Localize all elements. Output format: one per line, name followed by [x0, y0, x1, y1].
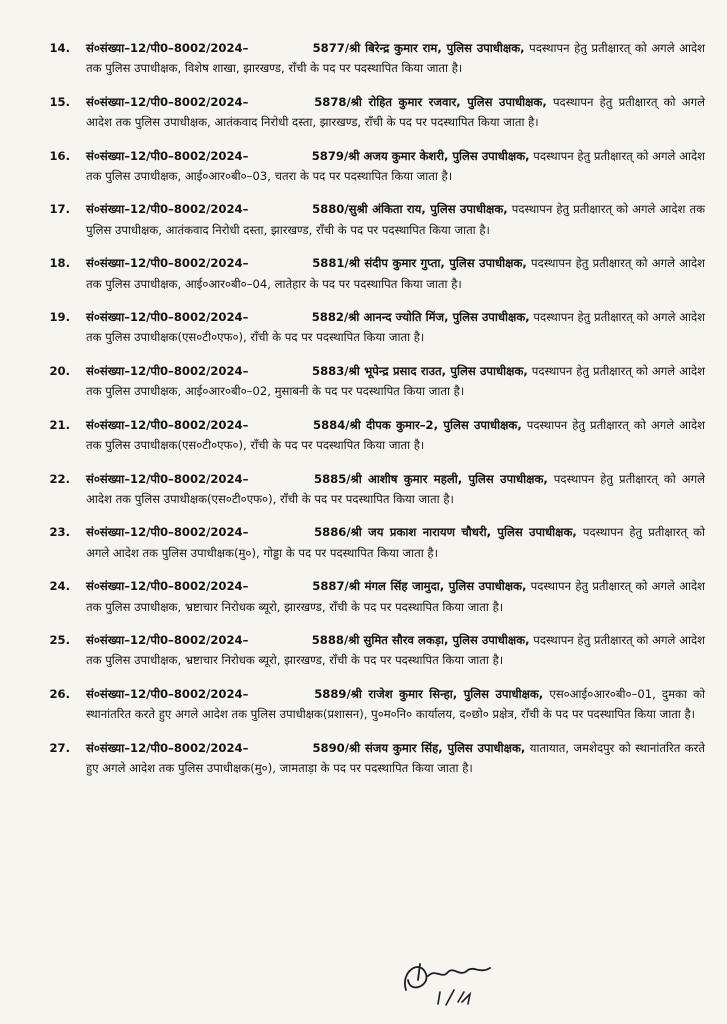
- order-entry: [20, 576, 705, 617]
- memo-number: सं०संख्या–12/पी0–8002/2024–: [86, 94, 249, 109]
- entry-number: 27.: [49, 740, 70, 755]
- memo-number: सं०संख्या–12/पी0–8002/2024–: [86, 471, 249, 486]
- entry-number: 21.: [49, 417, 70, 432]
- officer-order: 5883/श्री भूपेन्द्र प्रसाद राउत, पुलिस उपाधीक्षक,: [312, 363, 528, 378]
- order-text: पदस्थापन हेतु प्रतीक्षारत् को अगले आदेश तक पुलिस उपाधीक्षक, आतंकवाद निरोधी दस्ता, झारखण्ड, राँची के पद पर पदस्थापित किया जाता है।: [86, 94, 706, 130]
- memo-number: सं०संख्या–12/पी0–8002/2024–: [86, 363, 249, 378]
- entry-number: 19.: [49, 310, 70, 325]
- officer-order: 5877/श्री बिरेन्द्र कुमार राम, पुलिस उपाधीक्षक,: [312, 41, 525, 55]
- officer-order: 5889/श्री राजेश कुमार सिन्हा, पुलिस उपाधीक्षक,: [314, 686, 544, 701]
- memo-number: सं०संख्या–12/पी0–8002/2024–: [86, 740, 249, 755]
- entry-number: 24.: [49, 579, 70, 594]
- memo-number: सं०संख्या–12/पी0–8002/2024–: [86, 148, 249, 163]
- officer-order: 5882/श्री आनन्द ज्योति मिंज, पुलिस उपाधीक्षक,: [311, 310, 530, 325]
- officer-order: 5884/श्री दीपक कुमार–2, पुलिस उपाधीक्षक,: [313, 417, 522, 432]
- memo-number: सं०संख्या–12/पी0–8002/2024–: [86, 41, 249, 55]
- order-text: पदस्थापन हेतु प्रतीक्षारत् को अगले आदेश तक पुलिस उपाधीक्षक, आई०आर०बी०–02, मुसाबनी के पद पर पदस्थापित किया जाता है।: [86, 363, 706, 399]
- order-text: पदस्थापन हेतु प्रतीक्षारत् को अगले आदेश तक पुलिस उपाधीक्षक, भ्रष्टाचार निरोधक ब्यूरो, झारखण्ड, राँची के पद पर पदस्थापित किया जाता है।: [86, 632, 705, 668]
- order-text: पदस्थापन हेतु प्रतीक्षारत् को अगले आदेश तक पुलिस उपाधीक्षक, आई०आर०बी०–03, चतरा के पद पर पदस्थापित किया जाता है।: [86, 148, 706, 184]
- memo-number: सं०संख्या–12/पी0–8002/2024–: [86, 686, 249, 701]
- handwritten-signature: [398, 950, 518, 1010]
- memo-number: सं०संख्या–12/पी0–8002/2024–: [86, 202, 249, 217]
- officer-order: 5878/श्री रोहित कुमार रजवार, पुलिस उपाधीक्षक,: [314, 94, 547, 109]
- memo-number: सं०संख्या–12/पी0–8002/2024–: [86, 310, 249, 325]
- officer-order: 5885/श्री आशीष कुमार महली, पुलिस उपाधीक्षक,: [314, 471, 548, 486]
- order-entry: [20, 684, 705, 725]
- officer-order: 5881/श्री संदीप कुमार गुप्ता, पुलिस उपाधीक्षक,: [312, 256, 527, 271]
- order-entry: [20, 253, 705, 294]
- entry-number: 25.: [49, 632, 70, 647]
- order-entry: [20, 92, 705, 133]
- memo-number: सं०संख्या–12/पी0–8002/2024–: [86, 256, 249, 271]
- officer-order: 5880/सुश्री अंकिता राय, पुलिस उपाधीक्षक,: [312, 202, 508, 217]
- order-entry: [20, 199, 705, 240]
- officer-order: 5879/श्री अजय कुमार केशरी, पुलिस उपाधीक्षक,: [311, 148, 530, 163]
- entry-number: 17.: [49, 202, 70, 217]
- memo-number: सं०संख्या–12/पी0–8002/2024–: [86, 417, 249, 432]
- entry-number: 18.: [49, 256, 70, 271]
- order-text: पदस्थापन हेतु प्रतीक्षारत् को अगले आदेश तक पुलिस उपाधीक्षक(एस०टी०एफ०), राँची के पद पर पदस्थापित किया जाता है।: [86, 310, 706, 345]
- entry-number: 23.: [49, 525, 70, 540]
- entry-number: 14.: [49, 41, 70, 55]
- order-entry: [20, 522, 705, 563]
- entry-number: 20.: [49, 363, 70, 378]
- order-entry: [20, 146, 705, 187]
- order-list: [20, 38, 705, 778]
- entry-number: 16.: [49, 148, 70, 163]
- order-text: पदस्थापन हेतु प्रतीक्षारत् को अगले आदेश तक पुलिस उपाधीक्षक(एस०टी०एफ०), राँची के पद पर पदस्थापित किया जाता है।: [86, 471, 706, 506]
- order-entry: [20, 415, 705, 456]
- order-text: पदस्थापन हेतु प्रतीक्षारत् को अगले आदेश तक पुलिस उपाधीक्षक, भ्रष्टाचार निरोधक ब्यूरो, झारखण्ड, राँची के पद पर पदस्थापित किया जाता है।: [86, 579, 706, 614]
- officer-order: 5886/श्री जय प्रकाश नारायण चौधरी, पुलिस उपाधीक्षक,: [314, 525, 577, 540]
- memo-number: सं०संख्या–12/पी0–8002/2024–: [86, 525, 249, 540]
- order-text: यातायात, जमशेदपुर को स्थानांतरित करते हुए अगले आदेश तक पुलिस उपाधीक्षक(मु०), जामताड़ा के पद पर पदस्थापित किया जाता है।: [86, 740, 706, 775]
- memo-number: सं०संख्या–12/पी0–8002/2024–: [86, 632, 249, 647]
- order-text: पदस्थापन हेतु प्रतीक्षारत् को अगले आदेश तक पुलिस उपाधीक्षक, विशेष शाखा, झारखण्ड, राँची के पद पर पदस्थापित किया जाता है।: [86, 41, 706, 76]
- order-text: पदस्थापन हेतु प्रतीक्षारत् को अगले आदेश तक पुलिस उपाधीक्षक(एस०टी०एफ०), राँची के पद पर पदस्थापित किया जाता है।: [86, 417, 706, 453]
- entry-number: 26.: [49, 686, 70, 701]
- memo-number: सं०संख्या–12/पी0–8002/2024–: [86, 579, 249, 594]
- order-entry: [20, 738, 705, 779]
- order-text: पदस्थापन हेतु प्रतीक्षारत् को अगले आदेश तक पुलिस उपाधीक्षक, आतंकवाद निरोधी दस्ता, झारखण्ड, राँची के पद पर पदस्थापित किया जाता है।: [86, 202, 706, 237]
- order-entry: [20, 630, 705, 671]
- officer-order: 5887/श्री मंगल सिंह जामुदा, पुलिस उपाधीक्षक,: [312, 579, 527, 594]
- entry-number: 22.: [49, 471, 70, 486]
- order-text: पदस्थापन हेतु प्रतीक्षारत् को अगले आदेश तक पुलिस उपाधीक्षक, आई०आर०बी०–04, लातेहार के पद पर पदस्थापित किया जाता है।: [86, 256, 706, 291]
- officer-order: 5888/श्री सुमित सौरव लकड़ा, पुलिस उपाधीक्षक,: [311, 632, 530, 647]
- entry-number: 15.: [49, 94, 70, 109]
- order-entry: [20, 469, 705, 510]
- order-entry: [20, 361, 705, 402]
- officer-order: 5890/श्री संजय कुमार सिंह, पुलिस उपाधीक्षक,: [312, 740, 526, 755]
- order-entry: [20, 38, 705, 79]
- order-text: पदस्थापन हेतु प्रतीक्षारत् को अगले आदेश तक पुलिस उपाधीक्षक(मु०), गोड्डा के पद पर पदस्थापित किया जाता है।: [86, 525, 706, 560]
- order-text: एस०आई०आर०बी०–01, दुमका को स्थानांतरित करते हुए अगले आदेश तक पुलिस उपाधीक्षक(प्रशासन), पु०म०नि० कार्यालय, द०छो० प्रक्षेत्र, राँची के पद पर पदस्थापित किया जाता है।: [86, 686, 706, 722]
- order-entry: [20, 307, 705, 348]
